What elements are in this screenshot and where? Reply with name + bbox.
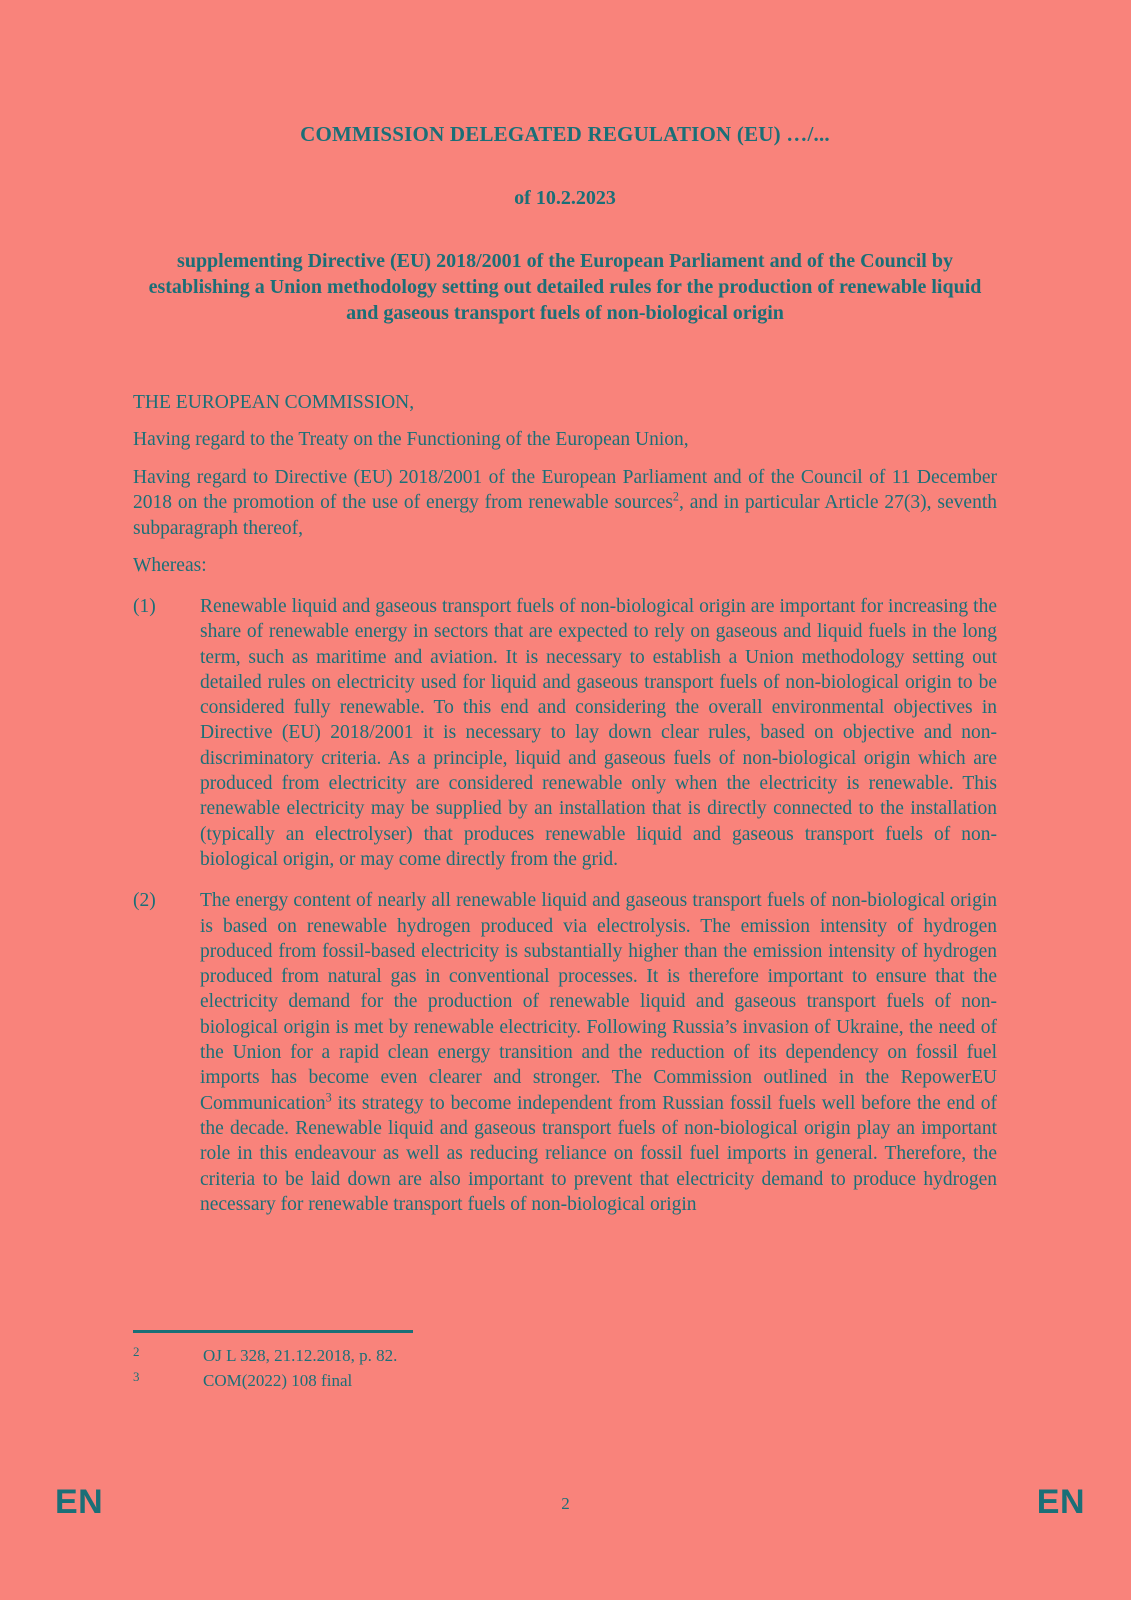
footnote-reference: 2 bbox=[672, 489, 679, 504]
page-number: 2 bbox=[561, 1494, 570, 1513]
footnote-3-text: COM(2022) 108 final bbox=[203, 1371, 353, 1390]
preamble-opening: THE EUROPEAN COMMISSION, bbox=[133, 392, 415, 413]
footer-language-left: EN bbox=[55, 1483, 104, 1521]
recital-2 bbox=[133, 888, 997, 1217]
recital-2-number: (2) bbox=[133, 890, 156, 912]
footnote-reference: 3 bbox=[325, 1090, 332, 1105]
footnote-2-marker: 2 bbox=[133, 1344, 140, 1359]
citation-treaty: Having regard to the Treaty on the Functioning of the European Union, bbox=[133, 429, 689, 450]
recital-1-number: (1) bbox=[133, 596, 156, 617]
footnote-3-marker: 3 bbox=[133, 1369, 140, 1384]
footnote-separator bbox=[133, 1330, 413, 1333]
document-subject: supplementing Directive (EU) 2018/2001 of the European Parliament and of the Council by establishing a Union methodology setting out detailed rules for the production of renewable liquid and gaseous transport fuels of non-biological origin bbox=[148, 250, 982, 324]
footnote-2-text: OJ L 328, 21.12.2018, p. 82. bbox=[203, 1346, 398, 1365]
document-content bbox=[133, 122, 997, 1217]
citation-directive: Having regard to Directive (EU) 2018/2001 of the European Parliament and of the Council of 11 December 2018 on the promotion of the use of energy from renewable sources$^2$, and in particular Article 27(3), seventh subparagraph thereof, bbox=[133, 466, 997, 539]
footer-language-right: EN bbox=[1036, 1483, 1085, 1521]
document-title: COMMISSION DELEGATED REGULATION (EU) …/... bbox=[300, 122, 830, 146]
recital-2-text: The energy content of nearly all renewable liquid and gaseous transport fuels of non-biological origin is based on renewable hydrogen produced via electrolysis. The emission intensity of hydrogen produced from fossil-based electricity is substantially higher than the emission intensity of hydrogen produced from natural gas in conventional processes. It is therefore important to ensure that the electricity demand for the production of renewable liquid and gaseous transport fuels of non-biological origin is met by renewable electricity. Following Russia’s invasion of Ukraine, the need of the Union for a rapid clean energy transition and the reduction of its dependency on fossil fuel imports has become even clearer and stronger. The Commission outlined in the RepowerEU Communication$^3$ its strategy to become independent from Russian fossil fuels well before the end of the decade. Renewable liquid and gaseous transport fuels of non-biological origin play an important role in this endeavour as well as reducing reliance on fossil fuel imports in general. Therefore, the criteria to be laid down are also important to prevent that electricity demand to produce hydrogen necessary for renewable transport fuels of non-biological origin bbox=[200, 890, 997, 1215]
recital-1-text: Renewable liquid and gaseous transport fuels of non-biological origin are important for increasing the share of renewable energy in sectors that are expected to rely on gaseous and liquid fuels in the long term, such as maritime and aviation. It is necessary to establish a Union methodology setting out detailed rules on electricity used for liquid and gaseous transport fuels of non-biological origin to be considered fully renewable. To this end and considering the overall environmental objectives in Directive (EU) 2018/2001 it is necessary to lay down clear rules, based on objective and non-discriminatory criteria. As a principle, liquid and gaseous fuels of non-biological origin which are produced from electricity are considered renewable only when the electricity is renewable. This renewable electricity may be supplied by an installation that is directly connected to the installation (typically an electrolyser) that produces renewable liquid and gaseous transport fuels of non-biological origin, or may come directly from the grid. bbox=[200, 596, 997, 870]
document-date-line: of 10.2.2023 bbox=[514, 187, 616, 209]
footnotes-section bbox=[133, 1330, 997, 1393]
footnote-3 bbox=[133, 1368, 997, 1393]
footnote-2 bbox=[133, 1343, 997, 1368]
recital-1 bbox=[133, 594, 997, 872]
whereas-label: Whereas: bbox=[133, 555, 207, 576]
